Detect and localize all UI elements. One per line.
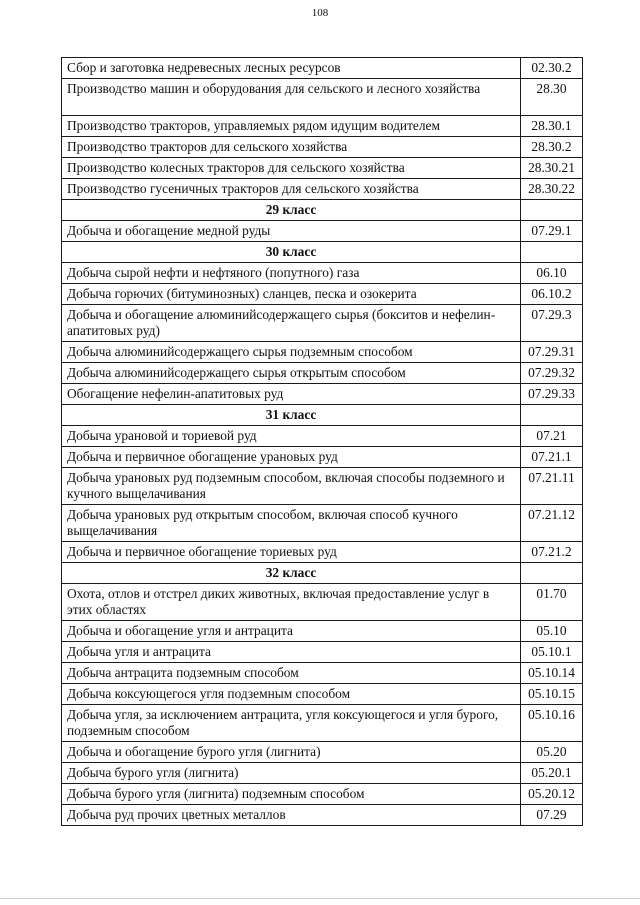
table-row (62, 642, 583, 663)
code-cell: 06.10.2 (521, 284, 583, 305)
page-number: 108 (311, 7, 329, 19)
code-cell (521, 200, 583, 221)
code-cell (521, 405, 583, 426)
table-row (62, 584, 583, 621)
code-cell (521, 563, 583, 584)
table-row (62, 179, 583, 200)
code-cell: 28.30.1 (521, 116, 583, 137)
code-cell: 07.21.11 (521, 468, 583, 505)
table-row (62, 784, 583, 805)
code-cell: 06.10 (521, 263, 583, 284)
code-cell: 05.10.15 (521, 684, 583, 705)
class-header-row (62, 242, 583, 263)
activity-cell: Добыча горючих (битуминозных) сланцев, песка и озокерита (62, 284, 521, 305)
class-header-row (62, 200, 583, 221)
table-row (62, 447, 583, 468)
activity-cell: Добыча урановой и ториевой руд (62, 426, 521, 447)
table-row (62, 79, 583, 116)
table-row (62, 221, 583, 242)
activity-cell: Производство гусеничных тракторов для сельского хозяйства (62, 179, 521, 200)
class-heading: 29 класс (62, 200, 521, 221)
activity-cell: Добыча и обогащение медной руды (62, 221, 521, 242)
activity-cell: Добыча руд прочих цветных металлов (62, 805, 521, 826)
table-row (62, 384, 583, 405)
table-row (62, 284, 583, 305)
class-header-row (62, 563, 583, 584)
table-row (62, 58, 583, 79)
table-row (62, 705, 583, 742)
activity-cell: Производство машин и оборудования для сельского и лесного хозяйства (62, 79, 521, 116)
table-row (62, 468, 583, 505)
code-cell: 05.10 (521, 621, 583, 642)
code-cell: 05.20 (521, 742, 583, 763)
code-cell: 02.30.2 (521, 58, 583, 79)
code-cell: 28.30 (521, 79, 583, 116)
code-cell: 05.10.14 (521, 663, 583, 684)
code-cell: 07.29.1 (521, 221, 583, 242)
code-cell: 07.21.12 (521, 505, 583, 542)
table-row (62, 363, 583, 384)
table-row (62, 263, 583, 284)
code-cell: 07.29.3 (521, 305, 583, 342)
activity-cell: Добыча урановых руд подземным способом, включая способы подземного и кучного выщелачивания (62, 468, 521, 505)
table-row (62, 505, 583, 542)
class-heading: 31 класс (62, 405, 521, 426)
activity-cell: Добыча и обогащение бурого угля (лигнита) (62, 742, 521, 763)
code-cell: 28.30.21 (521, 158, 583, 179)
class-heading: 32 класс (62, 563, 521, 584)
activity-cell: Охота, отлов и отстрел диких животных, включая предоставление услуг в этих областях (62, 584, 521, 621)
table-row (62, 137, 583, 158)
activity-cell: Добыча антрацита подземным способом (62, 663, 521, 684)
activity-cell: Добыча бурого угля (лигнита) (62, 763, 521, 784)
activity-cell: Добыча и обогащение угля и антрацита (62, 621, 521, 642)
code-cell: 07.29.33 (521, 384, 583, 405)
activity-cell: Добыча угля и антрацита (62, 642, 521, 663)
code-cell: 07.29.31 (521, 342, 583, 363)
table-row (62, 742, 583, 763)
activity-cell: Обогащение нефелин-апатитовых руд (62, 384, 521, 405)
activity-cell: Добыча бурого угля (лигнита) подземным способом (62, 784, 521, 805)
code-cell: 05.10.1 (521, 642, 583, 663)
activity-cell: Добыча алюминийсодержащего сырья подземным способом (62, 342, 521, 363)
activity-cell: Добыча и первичное обогащение ториевых руд (62, 542, 521, 563)
activity-cell: Добыча и обогащение алюминийсодержащего сырья (бокситов и нефелин-апатитовых руд) (62, 305, 521, 342)
code-cell: 05.20.1 (521, 763, 583, 784)
activity-cell: Производство тракторов для сельского хозяйства (62, 137, 521, 158)
code-cell: 07.21.1 (521, 447, 583, 468)
page-bottom-edge (0, 898, 640, 899)
code-cell: 05.10.16 (521, 705, 583, 742)
activity-cell: Сбор и заготовка недревесных лесных ресурсов (62, 58, 521, 79)
activity-cell: Производство колесных тракторов для сельского хозяйства (62, 158, 521, 179)
table-row (62, 684, 583, 705)
table-row (62, 542, 583, 563)
class-heading: 30 класс (62, 242, 521, 263)
code-cell: 07.21 (521, 426, 583, 447)
code-cell: 28.30.22 (521, 179, 583, 200)
activity-cell: Добыча угля, за исключением антрацита, угля коксующегося и угля бурого, подземным способом (62, 705, 521, 742)
code-cell (521, 242, 583, 263)
table-row (62, 305, 583, 342)
table-row (62, 116, 583, 137)
activity-cell: Добыча алюминийсодержащего сырья открытым способом (62, 363, 521, 384)
table-row (62, 342, 583, 363)
table-row (62, 621, 583, 642)
code-cell: 07.21.2 (521, 542, 583, 563)
code-cell: 01.70 (521, 584, 583, 621)
activity-cell: Добыча и первичное обогащение урановых руд (62, 447, 521, 468)
activity-cell: Добыча урановых руд открытым способом, включая способ кучного выщелачивания (62, 505, 521, 542)
table-row (62, 426, 583, 447)
code-cell: 05.20.12 (521, 784, 583, 805)
table-row (62, 805, 583, 826)
code-cell: 28.30.2 (521, 137, 583, 158)
activity-cell: Производство тракторов, управляемых рядом идущим водителем (62, 116, 521, 137)
activity-cell: Добыча коксующегося угля подземным способом (62, 684, 521, 705)
table-row (62, 158, 583, 179)
table-row (62, 763, 583, 784)
code-cell: 07.29 (521, 805, 583, 826)
table-row (62, 663, 583, 684)
code-cell: 07.29.32 (521, 363, 583, 384)
activity-cell: Добыча сырой нефти и нефтяного (попутного) газа (62, 263, 521, 284)
class-header-row (62, 405, 583, 426)
activity-code-table (61, 57, 583, 826)
